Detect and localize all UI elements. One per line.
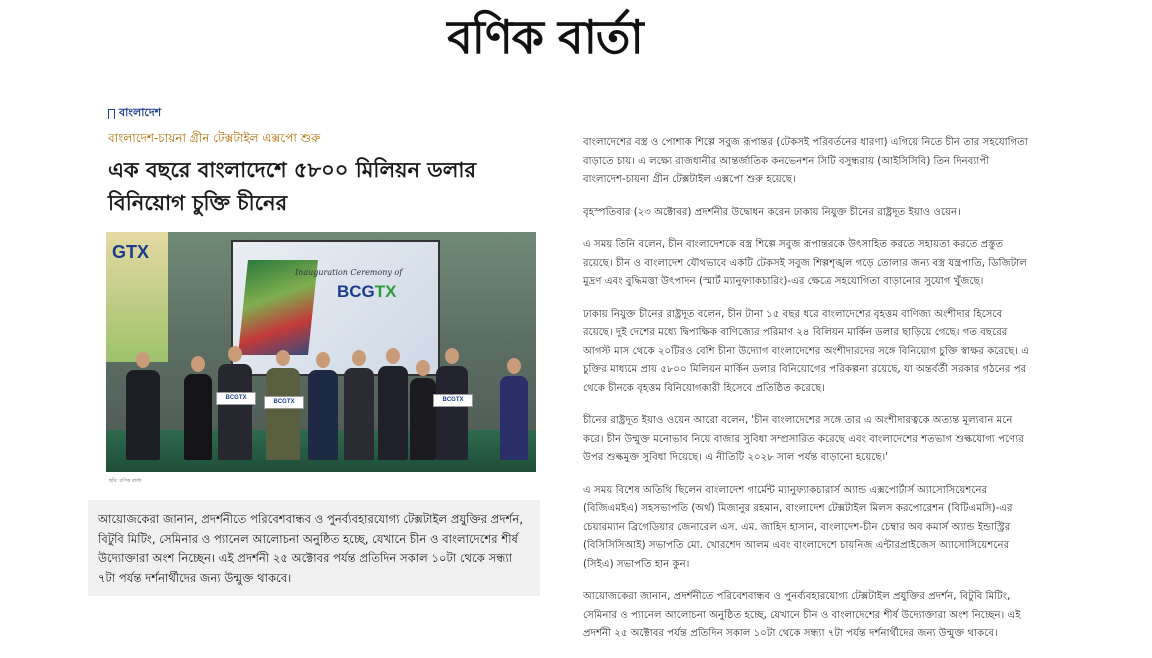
masthead-title: বণিক বার্তা	[447, 10, 643, 64]
article-body	[583, 134, 1035, 658]
masthead-logo[interactable]	[380, 8, 710, 74]
body-paragraph: বৃহস্পতিবার (২৩ অক্টোবর) প্রদর্শনীর উদ্বোধন করেন ঢাকায় নিযুক্ত চীনের রাষ্ট্রদূত ইয়াও ওয়েন।	[583, 206, 961, 218]
side-banner-text: GTX	[112, 242, 150, 262]
person	[410, 378, 436, 460]
summary-box	[88, 500, 540, 596]
headline-line-1: এক বছরে বাংলাদেশে ৫৮০০ মিলিয়ন ডলার	[108, 158, 477, 182]
person	[436, 366, 468, 460]
person	[266, 368, 300, 460]
body-paragraph: বাংলাদেশের বস্ত্র ও পোশাক শিল্পে সবুজ রূপান্তর (টেকসই পরিবর্তনের ধারণা) এগিয়ে নিতে চীন তার সহযোগিতা বাড়াতে চায়। এ লক্ষ্যে রাজধানীর আন্তর্জাতিক কনভেনশন সিটি বসুন্ধরায় (আইসিসিবি) তিন দিনব্যাপী বাংলাদেশ-চায়না গ্রীন টেক্সটাইল এক্সপো শুরু হয়েছে।	[583, 137, 1028, 185]
person-head	[386, 348, 400, 364]
person-head	[507, 358, 521, 374]
screen-title: Inauguration Ceremony of	[295, 268, 403, 277]
person-head	[352, 350, 366, 366]
person-head	[316, 352, 330, 368]
side-banner	[106, 232, 168, 362]
person	[378, 366, 408, 460]
body-paragraph: চীনের রাষ্ট্রদূত ইয়াও ওয়েন আরো বলেন, 'চীন বাংলাদেশের সঙ্গে তার এ অংশীদারত্বকে অত্যন্ত মূল্যবান মনে করে। চীন উন্মুক্ত মনোভাব নিয়ে বাজার সুবিধা সম্প্রসারিত করেছে এবং বাংলাদেশের শতভাগ শুল্কযোগ্য পণ্যের উপর শুল্কমুক্ত সুবিধা দিয়েছে। এ নীতিটি ২০২৮ সাল পর্যন্ত বাড়ানো হয়েছে।'	[583, 415, 1024, 463]
article-lead	[103, 104, 541, 486]
person	[500, 376, 528, 460]
person-head	[191, 356, 205, 372]
person-head	[445, 348, 459, 364]
person-head	[136, 352, 150, 368]
event-sign: BCGTX	[216, 392, 256, 405]
body-paragraph: এ সময় তিনি বলেন, চীন বাংলাদেশকে বস্ত্র শিল্পে সবুজ রূপান্তরকে উৎসাহিত করতে সহায়তা করতে প্রস্তুত রয়েছে। চীন ও বাংলাদেশ যৌথভাবে একটি টেকসই সবুজ শিল্পশৃঙ্খল গড়ে তোলার জন্য বস্ত্র যন্ত্রপাতি, ডিজিটাল মুদ্রণ এবং বুদ্ধিমত্তা উৎপাদন (স্মার্ট ম্যানুফ্যাকচারিং)-এর ক্ষেত্রে সহযোগিতা বাড়ানোর সুযোগ খুঁজছে।	[583, 239, 1027, 287]
person-head	[276, 350, 290, 366]
person-head	[416, 360, 430, 376]
body-paragraph: আয়োজকেরা জানান, প্রদর্শনীতে পরিবেশবান্ধব ও পুনর্ব্যবহারযোগ্য টেক্সটাইল প্রযুক্তির প্রদর্শন, বিটুবি মিটিং, সেমিনার ও প্যানেল আলোচনা অনুষ্ঠিত হচ্ছে, যেখানে চীন ও বাংলাদেশের শীর্ষ উদ্যোক্তারা অংশ নিচ্ছেন। এই প্রদর্শনী ২৫ অক্টোবর পর্যন্ত প্রতিদিন সকাল ১০টা থেকে সন্ধ্যা ৭টা পর্যন্ত দর্শনার্থীদের জন্য উন্মুক্ত থাকবে।	[583, 591, 1021, 639]
bookmark-icon	[108, 109, 115, 119]
article-photo	[106, 232, 536, 472]
person-head	[228, 346, 242, 362]
screen-logo-accent: TX	[374, 282, 397, 301]
body-paragraph: এ সময় বিশেষ অতিথি ছিলেন বাংলাদেশ গার্মেন্ট ম্যানুফ্যাকচারার্স অ্যান্ড এক্সপোর্টার্স অ্যাসোসিয়েশনের (বিজিএমইএ) সহসভাপতি (অর্থ) মিজানুর রহমান, বাংলাদেশ টেক্সটাইল মিলস করপোরেশন (বিটিএমসি)-এর চেয়ারম্যান ব্রিগেডিয়ার জেনারেল এস. এম. জাহিদ হাসান, বাংলাদেশ-চীন চেম্বার অব কমার্স অ্যান্ড ইন্ডাস্ট্রির (বিসিসিসিআই) সভাপতি মো. খোরশেদ আলম এবং বাংলাদেশে চায়নিজ এন্টারপ্রাইজেস অ্যাসোসিয়েশনের (সিইএ) সভাপতি হান কুন।	[583, 484, 1013, 570]
screen-logo-main: BCG	[337, 282, 375, 301]
body-paragraph: ঢাকায় নিযুক্ত চীনের রাষ্ট্রদূত বলেন, চীন টানা ১৫ বছর ধরে বাংলাদেশের বৃহত্তম বাণিজ্য অংশীদার হিসেবে রয়েছে। দুই দেশের মধ্যে দ্বিপাক্ষিক বাণিজ্যের পরিমাণ ২৪ বিলিয়ন মার্কিন ডলার ছাড়িয়ে গেছে। গত বছরের আগস্ট মাস থেকে ২০টিরও বেশি চীনা উদ্যোগ বাংলাদেশের অংশীদারদের সঙ্গে বিনিয়োগ চুক্তি স্বাক্ষর করেছে। এ চুক্তির মাধ্যমে প্রায় ৫৮০০ মিলিয়ন মার্কিন ডলার বিনিয়োগের পরিকল্পনা রয়েছে, যা অন্তর্বর্তী সরকার গঠনের পর থেকে চীনকে বৃহত্তম বিনিয়োগকারী হিসেবে প্রতিষ্ঠিত করেছে।	[583, 308, 1029, 394]
screen-logo	[337, 282, 397, 302]
summary-text: আয়োজকেরা জানান, প্রদর্শনীতে পরিবেশবান্ধব ও পুনর্ব্যবহারযোগ্য টেক্সটাইল প্রযুক্তির প্রদর্শন, বিটুবি মিটিং, সেমিনার ও প্যানেল আলোচনা অনুষ্ঠিত হচ্ছে, যেখানে চীন ও বাংলাদেশের শীর্ষ উদ্যোক্তারা অংশ নিচ্ছেন। এই প্রদর্শনী ২৫ অক্টোবর পর্যন্ত প্রতিদিন সকাল ১০টা থেকে সন্ধ্যা ৭টা পর্যন্ত দর্শনার্থীদের জন্য উন্মুক্ত থাকবে।	[98, 512, 524, 585]
event-sign: BCGTX	[264, 396, 304, 409]
person	[344, 368, 374, 460]
person	[308, 370, 338, 460]
event-sign: BCGTX	[433, 394, 473, 407]
headline-line-2: বিনিয়োগ চুক্তি চীনের	[108, 191, 288, 215]
photo-credit: ছবি: বণিক বার্তা	[109, 478, 142, 484]
stage-screen	[231, 240, 440, 376]
category-link[interactable]	[108, 104, 541, 123]
person	[184, 374, 212, 460]
person	[126, 370, 160, 460]
article-kicker: বাংলাদেশ-চায়না গ্রীন টেক্সটাইল এক্সপো শুরু	[108, 131, 321, 145]
category-label: বাংলাদেশ	[119, 106, 162, 119]
article-headline	[108, 154, 528, 220]
person	[218, 364, 252, 460]
